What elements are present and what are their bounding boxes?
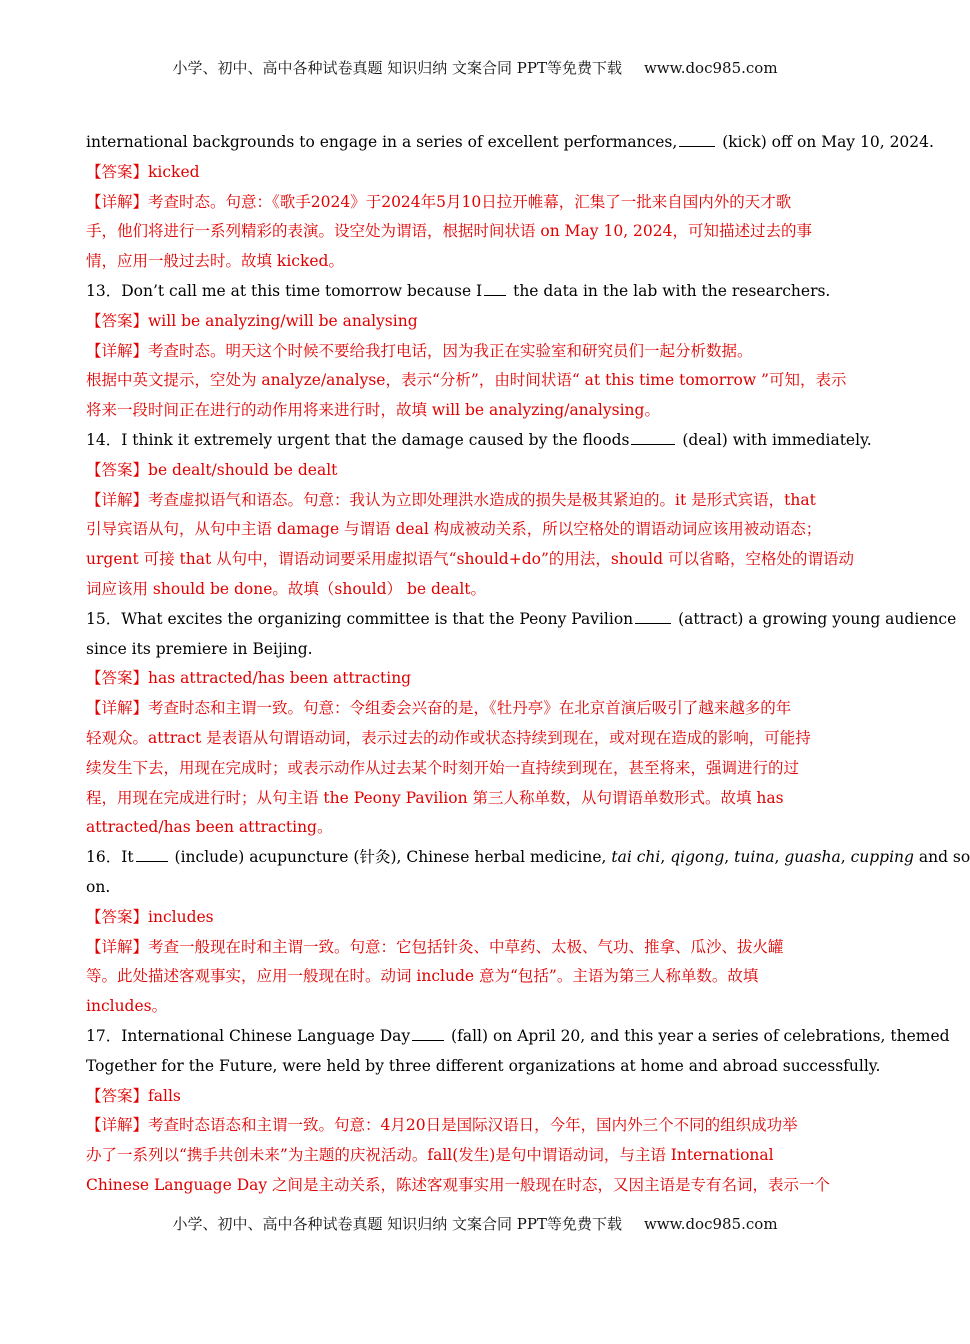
page-header [0,57,950,78]
question-15-detail-line: attracted/has been attracting。 [86,818,333,837]
question-16-answer: 【答案】includes [86,907,214,926]
answer-blank [631,429,675,445]
question-14-detail-line: urgent 可接 that 从句中，谓语动词要采用虚拟语气“should+do”的用法，should 可以省略，空格处的谓语动 [86,550,854,569]
question-13-detail-line: 将来一段时间正在进行的动作用将来进行时，故填 will be analyzing/analysing。 [86,401,660,420]
answer-blank [635,608,671,624]
question-14-answer: 【答案】be dealt/should be dealt [86,460,338,479]
question-15-answer: 【答案】has attracted/has been attracting [86,669,412,688]
question-12-detail-line: 情，应用一般过去时。故填 kicked。 [86,252,344,271]
header-url[interactable]: www.doc985.com [643,59,778,77]
question-15-detail: 【详解】考查时态和主谓一致。句意：令组委会兴奋的是，《牡丹亭》在北京首演后吸引了越来越多的年 [86,699,792,718]
question-17-answer: 【答案】falls [86,1086,181,1105]
question-14-detail: 【详解】考查虚拟语气和语态。句意：我认为立即处理洪水造成的损失是极其紧迫的。it 是形式宾语，that [86,490,816,509]
question-13-detail-line: 根据中英文提示，空处为 analyze/analyse，表示“分析”，由时间状语“ at this time tomorrow ”可知，表示 [86,371,847,390]
question-17-stem-cont: Together for the Future, were held by three different organizations at home and abroad successfully. [86,1056,881,1075]
answer-blank [412,1025,444,1041]
document-body [86,128,970,1201]
question-15-stem: 15．What excites the organizing committee is that the Peony Pavilion (attract) a growing young audience [86,609,957,628]
question-12-stem: international backgrounds to engage in a series of excellent performances, (kick) off on May 10, 2024. [86,133,934,151]
question-14-detail-line: 词应该用 should be done。故填（should） be dealt。 [86,579,487,598]
question-15-detail-line: 续发生下去，用现在完成时；或表示动作从过去某个时刻开始一直持续到现在，甚至将来，强调进行的过 [86,758,800,777]
question-13-detail: 【详解】考查时态。明天这个时候不要给我打电话，因为我正在实验室和研究员们一起分析数据。 [86,341,753,360]
question-15-detail-line: 程，用现在完成进行时；从句主语 the Peony Pavilion 第三人称单数，从句谓语单数形式。故填 has [86,788,784,807]
question-15-stem-cont: since its premiere in Beijing. [86,639,313,658]
question-13-answer: 【答案】will be analyzing/will be analysing [86,311,418,330]
question-12-detail: 【详解】考查时态。句意：《歌手2024》于2024年5月10日拉开帷幕，汇集了一批来自国内外的天才歌 [86,192,792,211]
question-16-detail-line: includes。 [86,997,168,1016]
question-17-stem: 17．International Chinese Language Day (fall) on April 20, and this year a series of celebrations, themed [86,1026,950,1045]
question-17-detail-line: Chinese Language Day 之间是主动关系，陈述客观事实用一般现在时态，又因主语是专有名词，表示一个 [86,1175,831,1194]
question-13-stem: 13．Don’t call me at this time tomorrow because I the data in the lab with the researchers. [86,281,831,300]
question-17-detail: 【详解】考查时态语态和主谓一致。句意：4月20日是国际汉语日，今年，国内外三个不同的组织成功举 [86,1116,798,1135]
question-12-detail-line: 手，他们将进行一系列精彩的表演。设空处为谓语，根据时间状语 on May 10, 2024，可知描述过去的事 [86,222,812,241]
page-footer [0,1213,950,1234]
answer-blank [136,846,168,862]
footer-text: 小学、初中、高中各种试卷真题 知识归纳 文案合同 PPT等免费下载 [172,1215,622,1233]
question-16-stem: 16．It (include) acupuncture (针灸), Chinese herbal medicine, tai chi, qigong, tuina, guasha, cupping and so [86,848,970,867]
question-12-answer: 【答案】kicked [86,162,200,181]
question-16-detail-line: 等。此处描述客观事实，应用一般现在时。动词 include 意为“包括”。主语为第三人称单数。故填 [86,967,759,986]
question-14-stem: 14．I think it extremely urgent that the damage caused by the floods (deal) with immediately. [86,430,872,449]
question-17-detail-line: 办了一系列以“携手共创未来”为主题的庆祝活动。fall(发生)是句中谓语动词，与主语 International [86,1146,774,1165]
question-15-detail-line: 轻观众。attract 是表语从句谓语动词，表示过去的动作或状态持续到现在，或对现在造成的影响，可能持 [86,728,811,747]
answer-blank [484,280,506,296]
answer-blank [679,131,715,147]
header-text: 小学、初中、高中各种试卷真题 知识归纳 文案合同 PPT等免费下载 [172,59,622,77]
question-14-detail-line: 引导宾语从句，从句中主语 damage 与谓语 deal 构成被动关系，所以空格处的谓语动词应该用被动语态； [86,520,822,539]
question-16-stem-cont: on. [86,877,111,896]
footer-url[interactable]: www.doc985.com [643,1215,778,1233]
question-16-detail: 【详解】考查一般现在时和主谓一致。句意：它包括针灸、中草药、太极、气功、推拿、瓜沙、拔火罐 [86,937,784,956]
